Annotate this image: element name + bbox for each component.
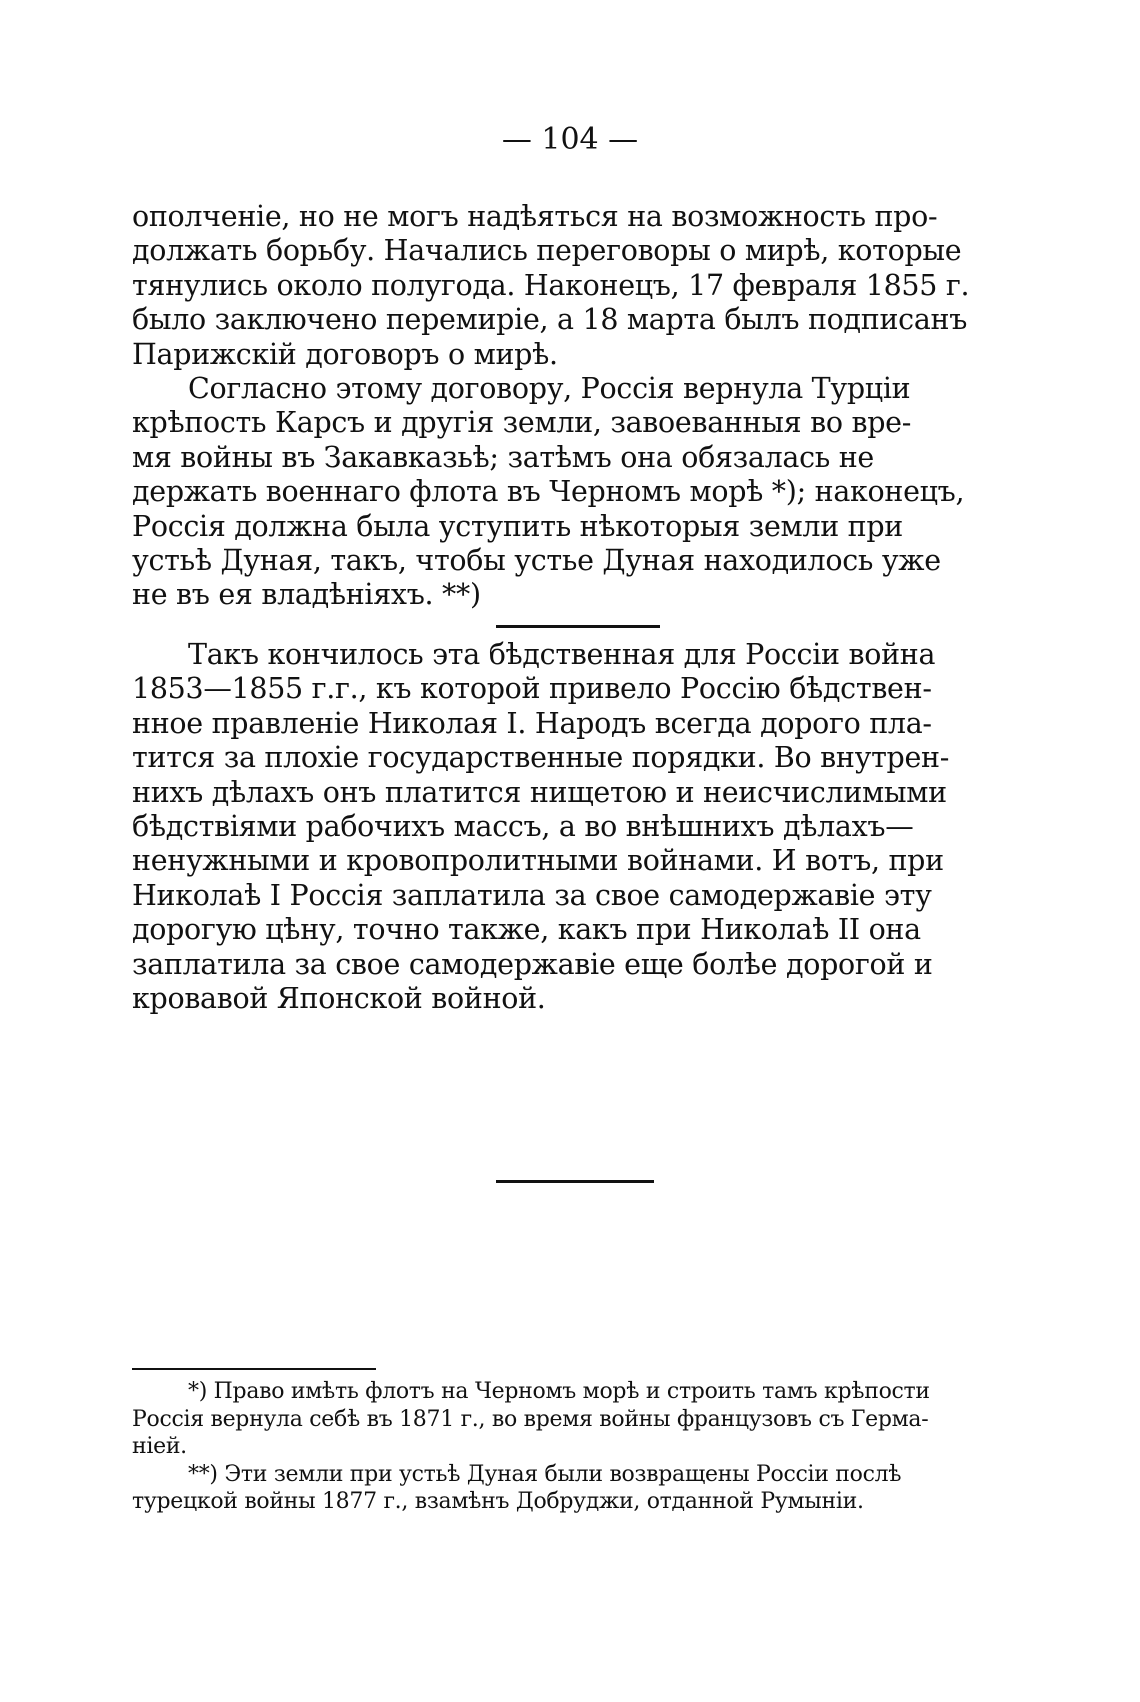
- text-line: крѣпость Карсъ и другія земли, завоеванныя во вре-: [132, 406, 912, 440]
- footnote-line: **) Эти земли при устьѣ Дуная были возвращены Россіи послѣ: [188, 1461, 902, 1487]
- text-line: ополченіе, но не могъ надѣяться на возможность про-: [132, 200, 938, 233]
- footnotes: [132, 1378, 1025, 1516]
- text-line: устьѣ Дуная, такъ, чтобы устье Дуная находилось уже: [132, 544, 941, 578]
- text-line: держать военнаго флота въ Черномъ морѣ *); наконецъ,: [132, 475, 965, 509]
- chapter-end-divider: [496, 1180, 654, 1183]
- text-line: Россія должна была уступить нѣкоторыя земли при: [132, 509, 904, 543]
- text-line: Такъ кончилось эта бѣдственная для Россіи война: [188, 638, 936, 671]
- section-divider: [496, 625, 660, 628]
- text-line: ненужными и кровопролитными войнами. И вотъ, при: [132, 844, 944, 878]
- text-line: Согласно этому договору, Россія вернула Турціи: [188, 372, 911, 406]
- text-line: тянулись около полугода. Наконецъ, 17 февраля 1855 г.: [132, 268, 970, 302]
- paragraph-1: [132, 200, 1025, 372]
- text-line: бѣдствіями рабочихъ массъ, а во внѣшнихъ дѣлахъ—: [132, 810, 914, 844]
- footnote-line: *) Право имѣть флотъ на Черномъ морѣ и строить тамъ крѣпости: [188, 1379, 930, 1404]
- page-number: — 104 —: [501, 122, 639, 157]
- text-line: дорогую цѣну, точно также, какъ при Николаѣ II она: [132, 913, 921, 947]
- paragraph-2: [132, 372, 1025, 613]
- footnote-line: турецкой войны 1877 г., взамѣнъ Добруджи, отданной Румыніи.: [132, 1489, 864, 1514]
- text-line: 1853—1855 г.г., къ которой привело Россію бѣдствен-: [132, 672, 932, 706]
- footnote-line: Россія вернула себѣ въ 1871 г., во время войны французовъ съ Герма-: [132, 1406, 929, 1432]
- text-line: нихъ дѣлахъ онъ платится нищетою и неисчислимыми: [132, 775, 947, 809]
- text-line: мя войны въ Закавказьѣ; затѣмъ она обязалась не: [132, 440, 874, 474]
- footnote-2: [132, 1461, 1025, 1516]
- text-line: должать борьбу. Начались переговоры о мирѣ, которые: [132, 234, 962, 268]
- footnote-separator: [132, 1368, 376, 1370]
- text-line: кровавой Японской войной.: [132, 982, 546, 1016]
- text-line: не въ ея владѣніяхъ. **): [132, 578, 481, 612]
- text-line: Николаѣ I Россія заплатила за свое самодержавіе эту: [132, 878, 932, 912]
- footnote-line: ніей.: [132, 1434, 187, 1459]
- text-line: было заключено перемиріе, а 18 марта былъ подписанъ: [132, 303, 968, 337]
- main-text-lower: [132, 638, 1025, 1016]
- main-text-upper: [132, 200, 1025, 613]
- text-line: тится за плохіе государственные порядки. Во внутрен-: [132, 741, 950, 775]
- text-line: нное правленіе Николая I. Народъ всегда дорого пла-: [132, 706, 932, 740]
- text-line: заплатила за свое самодержавіе еще болѣе дорогой и: [132, 947, 933, 981]
- paragraph-3: [132, 638, 1025, 1016]
- footnote-1: [132, 1378, 1025, 1461]
- text-line: Парижскій договоръ о мирѣ.: [132, 337, 558, 371]
